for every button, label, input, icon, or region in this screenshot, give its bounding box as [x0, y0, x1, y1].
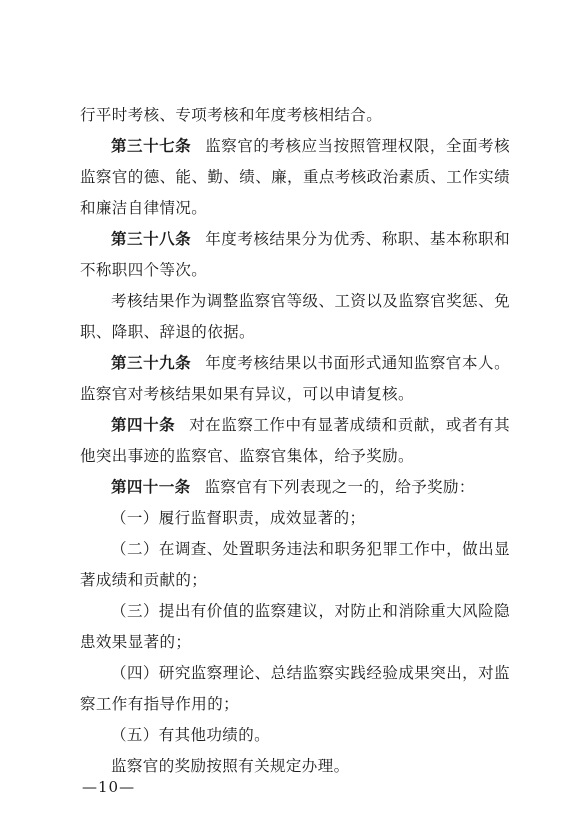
paragraph-text: 对在监察工作中有显著成绩和贡献，或者有其他突出事迹的监察官、监察官集体，给予奖励。	[80, 416, 510, 465]
paragraph-text: （三）提出有价值的监察建议，对防止和消除重大风险隐患效果显著的；	[80, 602, 510, 651]
body-paragraph	[80, 534, 510, 596]
paragraph-text: 监察官有下列表现之一的，给予奖励：	[204, 478, 475, 496]
article-paragraph	[80, 348, 510, 410]
article-number: 第三十八条	[111, 230, 192, 248]
article-paragraph	[80, 410, 510, 472]
paragraph-text: 监察官的考核应当按照管理权限，全面考核监察官的德、能、勤、绩、廉，重点考核政治素质、工作实绩和廉洁自律情况。	[80, 137, 510, 217]
article-paragraph	[80, 131, 510, 224]
article-number: 第三十九条	[111, 354, 192, 372]
paragraph-text: （一）履行监督职责，成效显著的；	[111, 509, 366, 527]
paragraph-text: （五）有其他功绩的。	[111, 726, 271, 744]
body-paragraph	[80, 658, 510, 720]
body-paragraph	[80, 503, 510, 534]
document-body	[80, 100, 510, 782]
paragraph-text: 年度考核结果以书面形式通知监察官本人。监察官对考核结果如果有异议，可以申请复核。	[80, 354, 510, 403]
article-paragraph	[80, 472, 510, 503]
body-paragraph	[80, 751, 510, 782]
body-paragraph	[80, 720, 510, 751]
body-paragraph	[80, 286, 510, 348]
article-number: 第四十条	[111, 416, 176, 434]
paragraph-text: （四）研究监察理论、总结监察实践经验成果突出，对监察工作有指导作用的；	[80, 664, 510, 713]
article-paragraph	[80, 224, 510, 286]
paragraph-text: 监察官的奖励按照有关规定办理。	[111, 757, 350, 775]
paragraph-text: （二）在调查、处置职务违法和职务犯罪工作中，做出显著成绩和贡献的；	[80, 540, 510, 589]
body-paragraph	[80, 596, 510, 658]
paragraph-text: 行平时考核、专项考核和年度考核相结合。	[80, 106, 383, 124]
paragraph-text: 考核结果作为调整监察官等级、工资以及监察官奖惩、免职、降职、辞退的依据。	[80, 292, 510, 341]
article-number: 第四十一条	[111, 478, 191, 496]
body-paragraph	[80, 100, 510, 131]
paragraph-text: 年度考核结果分为优秀、称职、基本称职和不称职四个等次。	[80, 230, 510, 279]
article-number: 第三十七条	[111, 137, 192, 155]
page-number: —10—	[82, 778, 136, 796]
